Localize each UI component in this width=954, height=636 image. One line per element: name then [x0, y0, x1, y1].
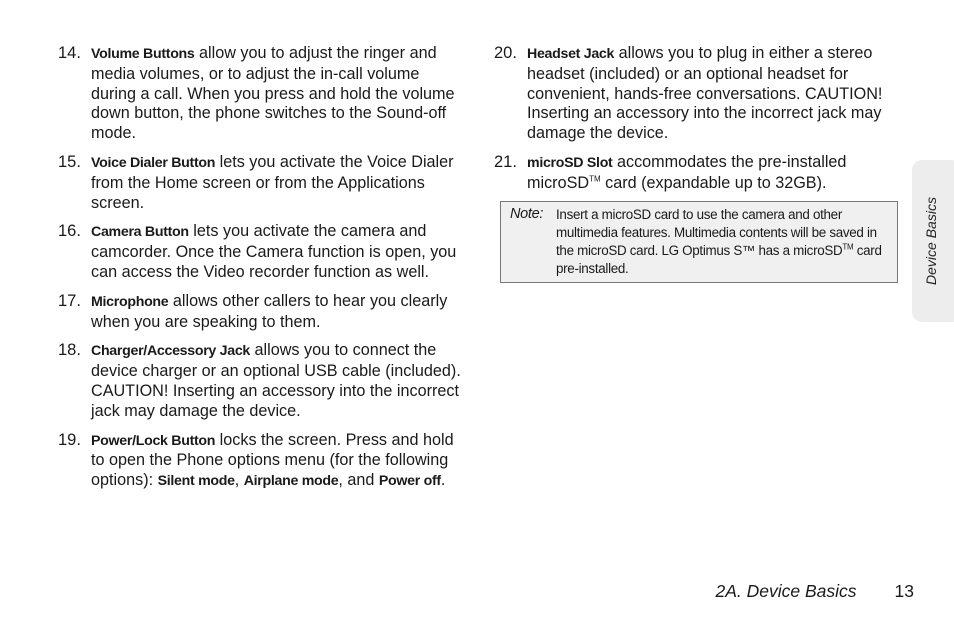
option-power-off: Power off	[378, 473, 441, 490]
item-end: .	[440, 471, 446, 490]
item-text: allows you to connect the device charger or an optional USB cable (included). CAUTION! Inserting an accessory into the incorrect jack may damage the device.	[91, 341, 461, 420]
item-term: Camera Button	[91, 224, 189, 241]
item-text: lets you activate the camera and camcorder. Once the Camera function is open, you can access the Video recorder function as well.	[91, 222, 457, 281]
item-term: Volume Buttons	[91, 46, 195, 62]
item-number: 21.	[494, 152, 517, 171]
item-term: Voice Dialer Button	[91, 154, 216, 171]
list-item	[58, 341, 468, 421]
item-term: Microphone	[91, 293, 169, 310]
note-text: Insert a microSD card to use the camera and other multimedia features. Multimedia contents will be saved in the microSD card. LG Optimus S™ has a microSD	[556, 207, 877, 258]
separator: , and	[338, 471, 379, 490]
list-item	[58, 431, 468, 492]
item-term: Power/Lock Button	[91, 432, 216, 449]
item-term: microSD Slot	[527, 154, 613, 171]
list-item	[494, 153, 900, 194]
item-number: 18.	[58, 341, 81, 360]
item-number: 17.	[58, 291, 81, 310]
item-text: card (expandable up to 32GB).	[600, 173, 827, 192]
list-item	[58, 153, 468, 213]
separator: ,	[234, 471, 244, 490]
item-number: 19.	[58, 430, 81, 449]
section-side-tab-label: Device Basics	[923, 197, 939, 285]
note-text: card pre-installed.	[556, 243, 882, 276]
list-item	[58, 44, 468, 144]
list-item	[494, 44, 900, 144]
list-item	[58, 222, 468, 282]
trademark-mark: TM	[589, 174, 601, 184]
page-number: 13	[894, 581, 914, 601]
option-silent-mode: Silent mode	[157, 473, 235, 490]
item-text: allows other callers to hear you clearly when you are speaking to them.	[91, 291, 448, 331]
item-term: Charger/Accessory Jack	[91, 343, 251, 360]
note-box	[500, 201, 898, 283]
item-number: 14.	[58, 44, 81, 62]
item-number: 16.	[58, 222, 81, 241]
trademark-mark: TM	[842, 242, 854, 252]
item-text: locks the screen. Press and hold to open the Phone options menu (for the following options):	[91, 430, 454, 490]
list-item	[58, 292, 468, 333]
right-column	[494, 44, 900, 203]
item-text: allow you to adjust the ringer and media volumes, or to adjust the in-call volume during a call. When you press and hold the volume down button, the phone switches to the Sound-off mode.	[91, 44, 455, 143]
item-number: 15.	[58, 152, 81, 171]
item-text: accommodates the pre-installed microSD	[527, 152, 847, 192]
note-label: Note:	[510, 206, 544, 222]
item-text: allows you to plug in either a stereo headset (included) or an optional headset for convenient, hands-free conversations. CAUTION! Inserting an accessory into the incorrect jack may damage the device.	[527, 44, 883, 143]
item-term: Headset Jack	[527, 46, 615, 62]
option-airplane-mode: Airplane mode	[243, 473, 339, 490]
footer-section: 2A. Device Basics	[715, 581, 857, 601]
left-column	[58, 44, 468, 501]
item-text: lets you activate the Voice Dialer from the Home screen or from the Applications screen.	[91, 152, 454, 212]
page-footer	[716, 581, 915, 602]
item-number: 20.	[494, 44, 517, 62]
